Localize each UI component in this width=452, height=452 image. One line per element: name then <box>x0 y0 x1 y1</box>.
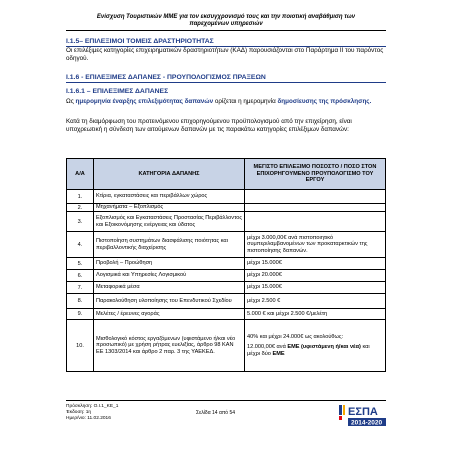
table-row <box>67 212 386 232</box>
row-num: 10. <box>67 320 94 372</box>
table-row <box>67 232 386 258</box>
table-row <box>67 320 386 372</box>
row-max <box>245 204 386 212</box>
eligibility-date-paragraph <box>66 98 386 106</box>
row-category: Πιστοποίηση συστημάτων διασφάλισης ποιότητας και περιβαλλοντικής διαχείρισης <box>94 232 245 258</box>
row-max: μέχρι 3.000,00€ ανά πιστοποιητικό συμπεριλαμβανομένων των προκαταρκτικών της πιστοποίησης δαπανών. <box>245 232 386 258</box>
section-1-1-5-text: Οι επιλέξιμες κατηγορίες επιχειρηματικών δραστηριοτήτων (ΚΑΔ) παρουσιάζονται στο Παράρτημα ΙΙ του παρόντος οδηγού. <box>66 47 384 62</box>
running-header <box>66 14 386 28</box>
header-divider <box>66 30 386 31</box>
footer-divider <box>66 400 386 401</box>
col-header-max: ΜΕΓΙΣΤΟ ΕΠΙΛΕΞΙΜΟ ΠΟΣΟΣΤΟ / ΠΟΣΟ ΣΤΟΝ ΕΠΙΧΟΡΗΓΟΥΜΕΝΟ ΠΡΟΥΠΟΛΟΓΙΣΜΟ ΤΟΥ ΕΡΓΟΥ <box>245 159 386 190</box>
row-num: 4. <box>67 232 94 258</box>
header-line-2: παρεχομένων υπηρεσιών <box>189 21 263 27</box>
row-max: μέχρι 15.000€ <box>245 258 386 270</box>
table-row <box>67 309 386 320</box>
row10-max-line1: 40% και μέχρι 24.000€ ως ακολούθως: <box>247 333 344 340</box>
row-max: μέχρι 2.500 € <box>245 294 386 309</box>
row-max <box>245 212 386 232</box>
row-category: Εξοπλισμός και Εγκαταστάσεις Προστασίας Περιβάλλοντος και Εξοικονόμησης ενέργειας και ύδατος <box>94 212 245 232</box>
header-line-1: Ενίσχυση Τουριστικών ΜΜΕ για τον εκσυγχρονισμό τους και την ποιοτική αναβάθμιση των <box>96 14 356 20</box>
row10-text: 12.000,00€ ανά <box>247 344 288 351</box>
row-num: 7. <box>67 282 94 294</box>
section-1-1-6-1-title: I.1.6.1 – ΕΠΙΛΕΞΙΜΕΣ ΔΑΠΑΝΕΣ <box>66 88 169 95</box>
table-row <box>67 258 386 270</box>
row-category: Κτίρια, εγκαταστάσεις και περιβάλλων χώρος <box>94 190 245 204</box>
row-max: μέχρι 20.000€ <box>245 270 386 282</box>
eligible-expenses-table <box>66 158 386 372</box>
page-number: Σελίδα 14 από 54 <box>196 410 236 416</box>
col-header-category: ΚΑΤΗΓΟΡΙΑ ΔΑΠΑΝΗΣ <box>94 159 245 190</box>
table-row <box>67 270 386 282</box>
table-row <box>67 282 386 294</box>
row10-bold-eme: ΕΜΕ (υφιστάμενη ή/και νέα) <box>287 344 361 351</box>
row-num: 1. <box>67 190 94 204</box>
row-category: Λογισμικά και Υπηρεσίες Λογισμικού <box>94 270 245 282</box>
footer-date: Ημερ/νιο: 11.02.2016 <box>66 416 111 421</box>
row-category: Προβολή – Προώθηση <box>94 258 245 270</box>
table-row <box>67 294 386 309</box>
para-bold-date: ημερομηνία έναρξης επιλεξιμότητας δαπανών <box>75 98 214 105</box>
footer-invitation: Πρόσκληση: Ο.Ι.1_ΚΕ_1 <box>66 404 119 409</box>
row10-text-2: και μέχρι δύο <box>247 344 370 357</box>
row-max <box>245 320 386 372</box>
table-row <box>67 190 386 204</box>
row-max: μέχρι 15.000€ <box>245 282 386 294</box>
row-max: 5.000 € και μέχρι 2.500 €/μελέτη <box>245 309 386 320</box>
table-row <box>67 204 386 212</box>
row-num: 9. <box>67 309 94 320</box>
row10-bold-eme-2: ΕΜΕ <box>272 350 285 357</box>
budget-paragraph: Κατά τη διαμόρφωση του προτεινόμενου επιχορηγούμενου προϋπολογισμού από την επιχείρηση, είναι υποχρεωτική η σύνδεση των αιτούμενων δαπανών με τις παρακάτω κατηγορίες επιλέξιμων δαπανών: <box>66 118 352 133</box>
row10-max-line2 <box>247 344 383 357</box>
row-max <box>245 190 386 204</box>
espa-logo <box>339 403 387 431</box>
row-category: Μεταφορικά μέσα <box>94 282 245 294</box>
row-category: Μηχανήματα – Εξοπλισμός <box>94 204 245 212</box>
row-num: 2. <box>67 204 94 212</box>
row-category: Παρακολούθηση υλοποίησης του Επενδυτικού Σχεδίου <box>94 294 245 309</box>
para-bold-publication: δημοσίευσης της πρόσκλησης. <box>277 98 372 105</box>
row-num: 5. <box>67 258 94 270</box>
logo-text: ΕΣΠΑ <box>348 406 378 418</box>
row-num: 8. <box>67 294 94 309</box>
row-num: 3. <box>67 212 94 232</box>
col-header-num: Α/Α <box>67 159 94 190</box>
footer-meta <box>66 404 118 422</box>
row-category: Μελέτες / έρευνες αγοράς <box>94 309 245 320</box>
para-text: Ως <box>66 98 76 105</box>
footer-edition: Έκδοση: 1η <box>66 410 92 415</box>
para-text-2: ορίζεται η ημερομηνία <box>213 98 278 105</box>
table-header-row <box>67 159 386 190</box>
logo-years: 2014-2020 <box>351 419 383 427</box>
row-num: 6. <box>67 270 94 282</box>
section-1-1-6-title: I.1.6 - ΕΠΙΛΕΞΙΜΕΣ ΔΑΠΑΝΕΣ - ΠΡΟΥΠΟΛΟΓΙΣΜΟΣ ΠΡΑΞΕΩΝ <box>66 74 386 83</box>
section-1-1-5-title: I.1.5– ΕΠΙΛΕΞΙΜΟΙ ΤΟΜΕΙΣ ΔΡΑΣΤΗΡΙΟΤΗΤΑΣ <box>66 38 386 47</box>
row-category: Μισθολογικό κόστος εργαζόμενων (υφιστάμενο ή/και νέο προσωπικό) με χρήση ρήτρας ευελιξίας, άρθρο 98 ΚΑΝ ΕΕ 1303/2014 και άρθρο 2 παρ. 3 της ΥΑΕΚΕΔ. <box>94 320 245 372</box>
